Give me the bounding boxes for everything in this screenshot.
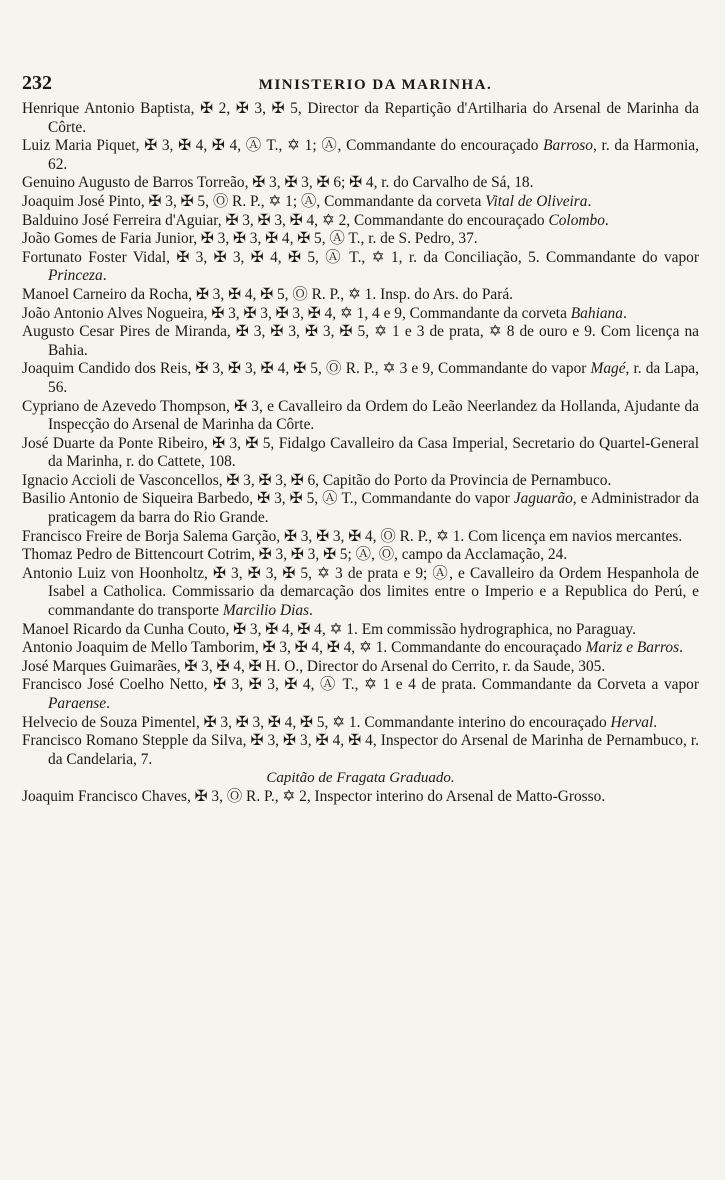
list-item [22, 490, 699, 527]
entry-tail: . [679, 639, 683, 657]
list-item [22, 286, 699, 305]
page-number: 232 [22, 72, 52, 94]
list-item [22, 676, 699, 713]
list-item [22, 398, 699, 435]
entry-tail: . [604, 211, 609, 229]
vessel-name: Marcilio Dias [222, 602, 310, 620]
vessel-name: Herval [610, 713, 654, 731]
list-item [22, 714, 699, 733]
entry-text: Fortunato Foster Vidal, ✠ 3, ✠ 3, ✠ 4, ✠ 5, Ⓐ T., ✡ 1, r. da Conciliação, 5. Commandante do vapor [22, 248, 699, 266]
entry-text: José Marques Guimarães, ✠ 3, ✠ 4, ✠ H. O., Director do Arsenal do Cerrito, r. da Saude, 305. [22, 657, 606, 675]
entry-tail: , r. da Lapa, 56. [48, 360, 699, 396]
entry-text: Joaquim Francisco Chaves, ✠ 3, Ⓞ R. P., ✡ 2, Inspector interino do Arsenal de Matto-Grosso. [22, 787, 606, 805]
vessel-name: Colombo [548, 211, 605, 229]
entry-text: Luiz Maria Piquet, ✠ 3, ✠ 4, ✠ 4, Ⓐ T., ✡ 1; Ⓐ, Commandante do encouraçado [22, 137, 539, 155]
list-item [22, 100, 699, 137]
entry-text: Manoel Carneiro da Rocha, ✠ 3, ✠ 4, ✠ 5, Ⓞ R. P., ✡ 1. Insp. do Ars. do Pará. [22, 285, 514, 303]
list-item [22, 472, 699, 491]
vessel-name: Barroso [543, 137, 593, 155]
running-head: MINISTERIO DA MARINHA. [258, 77, 493, 93]
entry-text: Augusto Cesar Pires de Miranda, ✠ 3, ✠ 3, ✠ 3, ✠ 5, ✡ 1 e 3 de prata, ✡ 8 de ouro e 9. Com licença na Bahia. [22, 323, 699, 359]
list-item [22, 546, 699, 565]
list-item [22, 305, 699, 324]
list-item [22, 565, 699, 621]
entry-text: Francisco Freire de Borja Salema Garção, ✠ 3, ✠ 3, ✠ 4, Ⓞ R. P., ✡ 1. Com licença em navios mercantes. [22, 527, 683, 545]
vessel-name: Magé [590, 360, 626, 378]
entry-text: João Gomes de Faria Junior, ✠ 3, ✠ 3, ✠ 4, ✠ 5, Ⓐ T., r. de S. Pedro, 37. [22, 230, 478, 248]
vessel-name: Jaguarão [513, 490, 573, 508]
entry-text: Helvecio de Souza Pimentel, ✠ 3, ✠ 3, ✠ 4, ✠ 5, ✡ 1. Commandante interino do encouraçado [22, 713, 607, 731]
entry-tail: . [106, 695, 110, 712]
entry-text: João Antonio Alves Nogueira, ✠ 3, ✠ 3, ✠ 3, ✠ 4, ✡ 1, 4 e 9, Commandante da corveta [22, 304, 567, 322]
final-entry-list [22, 788, 699, 807]
list-item [22, 193, 699, 212]
vessel-name: Vital de Oliveira [485, 192, 588, 210]
entry-tail: . [309, 602, 313, 620]
entry-text: Joaquim José Pinto, ✠ 3, ✠ 5, Ⓞ R. P., ✡ 1; Ⓐ, Commandante da corveta [22, 192, 482, 210]
entry-tail: . [587, 192, 592, 210]
entry-text: Thomaz Pedro de Bittencourt Cotrim, ✠ 3, ✠ 3, ✠ 5; Ⓐ, Ⓞ, campo da Acclamação, 24. [22, 546, 568, 564]
list-item [22, 249, 699, 286]
entry-tail: . [102, 267, 107, 285]
list-item [22, 360, 699, 397]
entry-tail: , r. da Harmonia, 62. [48, 137, 699, 173]
entry-text: Francisco José Coelho Netto, ✠ 3, ✠ 3, ✠ 4, Ⓐ T., ✡ 1 e 4 de prata. Commandante da Corveta a vapor [22, 676, 699, 694]
entry-text: Balduino José Ferreira d'Aguiar, ✠ 3, ✠ 3, ✠ 4, ✡ 2, Commandante do encouraçado [22, 211, 545, 229]
list-item [22, 323, 699, 360]
entry-text: Cypriano de Azevedo Thompson, ✠ 3, e Cavalleiro da Ordem do Leão Neerlandez da Hollanda, Ajudante da Inspecção do Arsenal de Marinha da Côrte. [22, 397, 699, 434]
vessel-name: Paraense [48, 695, 107, 712]
entry-tail: . [653, 713, 658, 731]
list-item [22, 732, 699, 769]
page-header [22, 72, 699, 96]
list-item [22, 230, 699, 249]
entry-text: Ignacio Accioli de Vasconcellos, ✠ 3, ✠ 3, ✠ 6, Capitão do Porto da Provincia de Pernambuco. [22, 471, 612, 489]
vessel-name: Mariz e Barros [585, 639, 680, 657]
vessel-name: Bahiana [570, 304, 623, 322]
entry-text: Joaquim Candido dos Reis, ✠ 3, ✠ 3, ✠ 4, ✠ 5, Ⓞ R. P., ✡ 3 e 9, Commandante do vapor [22, 360, 587, 378]
list-item [22, 435, 699, 472]
entry-text: Basilio Antonio de Siqueira Barbedo, ✠ 3, ✠ 5, Ⓐ T., Commandante do vapor [22, 490, 510, 508]
entry-text: Antonio Joaquim de Mello Tamborim, ✠ 3, ✠ 4, ✠ 4, ✡ 1. Commandante do encouraçado [22, 639, 582, 657]
entry-text: Henrique Antonio Baptista, ✠ 2, ✠ 3, ✠ 5, Director da Repartição d'Artilharia do Arsenal de Marinha da Côrte. [22, 100, 699, 136]
entry-text: Genuino Augusto de Barros Torreão, ✠ 3, ✠ 3, ✠ 6; ✠ 4, r. do Carvalho de Sá, 18. [22, 174, 534, 192]
list-item [22, 528, 699, 547]
list-item [22, 212, 699, 231]
list-item [22, 788, 699, 807]
entry-text: Antonio Luiz von Hoonholtz, ✠ 3, ✠ 3, ✠ 5, ✡ 3 de prata e 9; Ⓐ, e Cavalleiro da Ordem Hespanhola de Isabel a Catholica. Commissario da demarcação dos limites entre o Imperio e a Republica do Perú, e commandante do transporte [22, 564, 699, 620]
list-item [22, 174, 699, 193]
entry-tail: , e Administrador da praticagem da barra do Rio Grande. [48, 490, 699, 527]
entry-text: José Duarte da Ponte Ribeiro, ✠ 3, ✠ 5, Fidalgo Cavalleiro da Casa Imperial, Secretario do Quartel-General da Marinha, r. do Cattete, 108. [22, 434, 699, 471]
list-item [22, 639, 699, 658]
entry-text: Francisco Romano Stepple da Silva, ✠ 3, ✠ 3, ✠ 4, ✠ 4, Inspector do Arsenal de Marinha de Pernambuco, r. da Candelaria, 7. [22, 732, 699, 768]
list-item [22, 137, 699, 174]
entry-tail: . [622, 304, 627, 322]
vessel-name: Princeza [48, 267, 103, 285]
entry-text: Manoel Ricardo da Cunha Couto, ✠ 3, ✠ 4, ✠ 4, ✡ 1. Em commissão hydrographica, no Paraguay. [22, 620, 636, 638]
section-heading: Capitão de Fragata Graduado. [266, 770, 455, 787]
list-item [22, 658, 699, 677]
list-item [22, 621, 699, 640]
entry-list [22, 100, 699, 769]
